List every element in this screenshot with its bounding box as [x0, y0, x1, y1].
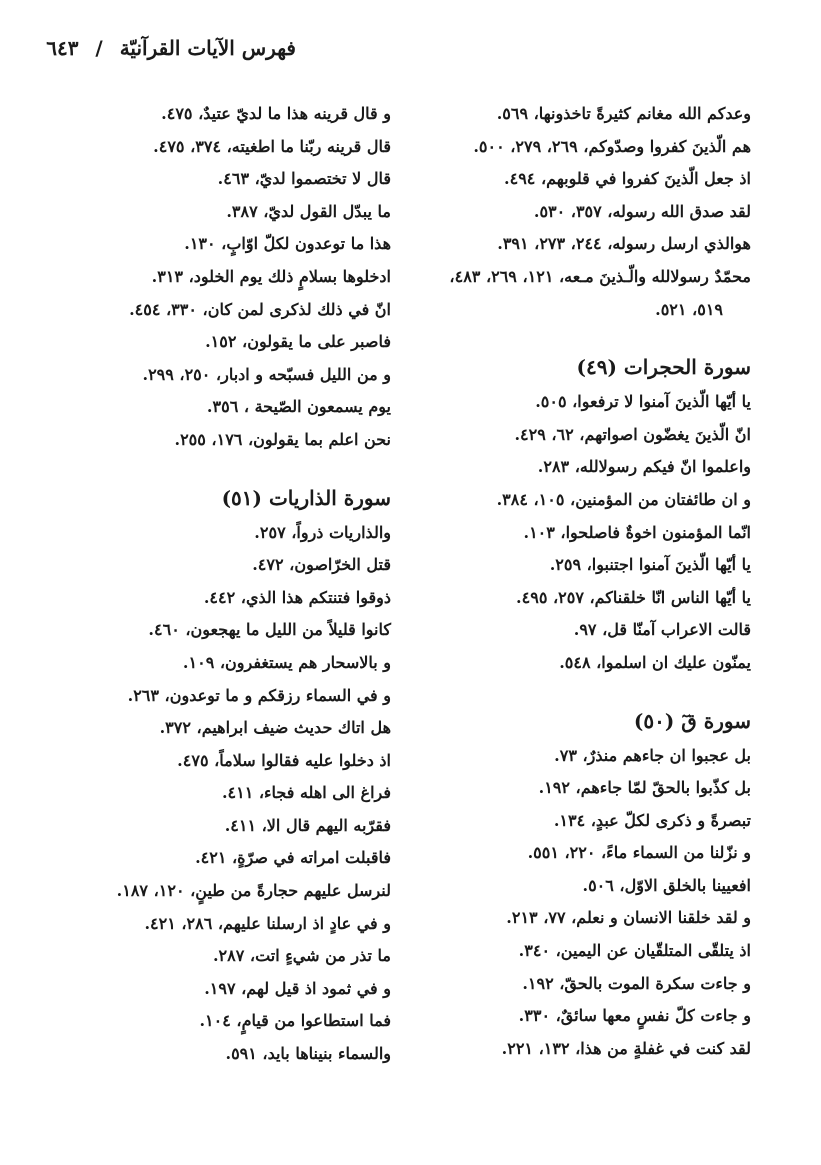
- verse-entry: و في ثمود اذ قيل لهم، ١٩٧.: [204, 978, 391, 998]
- verse-entry: هوالذي ارسل رسوله، ٢٤٤، ٢٧٣، ٣٩١.: [497, 234, 751, 254]
- verse-entry: بل كذّبوا بالحقّ لمّا جاءهم، ١٩٢.: [538, 778, 751, 798]
- verse-entry: واعلموا انّ فيكم رسولالله، ٢٨٣.: [537, 457, 751, 477]
- verse-entry: اذ دخلوا عليه فقالوا سلاماً، ٤٧٥.: [177, 750, 391, 770]
- verse-entry: ما تذر من شيءٍ اتت، ٢٨٧.: [212, 946, 391, 966]
- verse-entry: و جاءت كلّ نفسٍ معها سائقٌ، ٣٣٠.: [518, 1006, 751, 1026]
- verse-entry: و لقد خلقنا الانسان و نعلم، ٧٧، ٢١٣.: [506, 908, 751, 928]
- verse-entry: لقد صدق الله رسوله، ٣٥٧، ٥٣٠.: [533, 201, 751, 221]
- verse-entry: بل عجبوا ان جاءهم منذرٌ، ٧٣.: [554, 745, 751, 765]
- verse-entry: و قال قرينه هذا ما لديّ عتيدٌ، ٤٧٥.: [161, 104, 391, 123]
- verse-entry: و جاءت سكرة الموت بالحقّ، ١٩٢.: [522, 973, 751, 993]
- verse-entry: كانوا قليلاً من الليل ما يهجعون، ٤٦٠.: [148, 620, 391, 640]
- verse-entry: قتل الخرّاصون، ٤٧٢.: [252, 555, 391, 575]
- verse-entry: انّ في ذلك لذكرى لمن كان، ٣٣٠، ٤٥٤.: [129, 299, 391, 319]
- verse-entry: و في السماء رزقكم و ما توعدون، ٢٦٣.: [127, 685, 391, 705]
- page-number: ٦٤٣: [46, 36, 79, 60]
- verse-entry: و من الليل فسبّحه و ادبار، ٢٥٠، ٢٩٩.: [142, 364, 391, 384]
- verse-entry: و بالاسحار هم يستغفرون، ١٠٩.: [182, 652, 391, 672]
- verse-entry: وعدكم الله مغانم كثيرةً تاخذونها، ٥٦٩.: [496, 104, 751, 123]
- verse-entry: و ان طائفتان من المؤمنين، ١٠٥، ٣٨٤.: [496, 489, 751, 509]
- verse-entry: فاصبر على ما يقولون، ١٥٢.: [205, 332, 391, 352]
- verse-entry: ما يبدّل القول لديّ، ٣٨٧.: [226, 201, 391, 221]
- verse-entry-continuation: ٥١٩، ٥٢١.: [655, 299, 723, 319]
- verse-entry: اذ يتلقّى المتلقّيان عن اليمين، ٣٤٠.: [518, 941, 751, 961]
- header-separator: /: [95, 36, 103, 60]
- verse-entry: انّما المؤمنون اخوةٌ فاصلحوا، ١٠٣.: [523, 522, 751, 542]
- right-column: [421, 98, 751, 1065]
- header-title: فهرس الآيات القرآنيّة: [119, 36, 296, 60]
- verse-entry: يمنّون عليك ان اسلموا، ٥٤٨.: [559, 652, 751, 672]
- verse-entry: فراغ الى اهله فجاء، ٤١١.: [221, 783, 391, 803]
- verse-entry: فاقبلت امراته في صرّةٍ، ٤٢١.: [195, 848, 391, 868]
- verse-entry: قال لا تختصموا لديّ، ٤٦٣.: [217, 169, 391, 189]
- verse-entry: و في عادٍ اذ ارسلنا عليهم، ٢٨٦، ٤٢١.: [144, 913, 391, 933]
- verse-entry: لنرسل عليهم حجارةً من طينٍ، ١٢٠، ١٨٧.: [116, 881, 391, 901]
- verse-entry: و نزّلنا من السماء ماءً، ٢٢٠، ٥٥١.: [527, 843, 751, 863]
- verse-entry: انّ الّذينَ يغضّون اصواتهم، ٦٢، ٤٢٩.: [514, 424, 751, 444]
- verse-entry: يا أيّها الناس انّا خلقناكم، ٢٥٧، ٤٩٥.: [516, 587, 751, 607]
- verse-entry: تبصرةً و ذكرى لكلّ عبدٍ، ١٣٤.: [553, 810, 751, 830]
- surah-heading: سورة الذاريات (٥١): [221, 485, 391, 510]
- verse-entry: يوم يسمعون الصّيحة ، ٣٥٦.: [206, 397, 391, 417]
- verse-entry: والذاريات ذرواً، ٢٥٧.: [254, 522, 391, 542]
- verse-entry: يا أيّها الّذينَ آمنوا اجتنبوا، ٢٥٩.: [549, 555, 751, 575]
- verse-entry: يا أيّها الّذينَ آمنوا لا ترفعوا، ٥٠٥.: [535, 392, 751, 412]
- verse-entry: لقد كنت في غفلةٍ من هذا، ١٣٢، ٢٢١.: [501, 1038, 751, 1058]
- surah-heading: سورة قٓ (٥٠): [633, 708, 751, 733]
- verse-entry: هم الّذينَ كفروا وصدّوكم، ٢٦٩، ٢٧٩، ٥٠٠.: [473, 136, 751, 156]
- verse-entry: قالت الاعراب آمنّا قل، ٩٧.: [573, 620, 751, 640]
- verse-entry: محمّدٌ رسولالله والّـذينَ مـعه، ١٢١، ٢٦٩، ٤٨٣،: [449, 266, 751, 286]
- verse-entry: ذوقوا فتنتكم هذا الذي، ٤٤٢.: [203, 587, 391, 607]
- verse-entry: قال قرينه ربّنا ما اطغيته، ٣٧٤، ٤٧٥.: [153, 136, 391, 156]
- verse-entry: ادخلوها بسلامٍ ذلك يوم الخلود، ٣١٣.: [151, 266, 391, 286]
- verse-entry: افعيينا بالخلق الاوّل، ٥٠٦.: [582, 875, 751, 895]
- running-header: [46, 36, 296, 60]
- verse-entry: هل اتاك حديث ضيف ابراهيم، ٣٧٢.: [159, 718, 391, 738]
- verse-entry: اذ جعل الّذينَ كفروا في قلوبهم، ٤٩٤.: [504, 169, 751, 189]
- left-column: [61, 98, 391, 1071]
- verse-entry: هذا ما توعدون لكلّ اوّابٍ، ١٣٠.: [184, 234, 391, 254]
- verse-entry: فما استطاعوا من قيامٍ، ١٠٤.: [199, 1011, 391, 1031]
- verse-entry: فقرّبه اليهم قال الا، ٤١١.: [224, 815, 391, 835]
- surah-heading: سورة الحجرات (٤٩): [576, 355, 751, 380]
- verse-entry: والسماء بنيناها بايد، ٥٩١.: [225, 1044, 391, 1064]
- verse-entry: نحن اعلم بما يقولون، ١٧٦، ٢٥٥.: [174, 429, 391, 449]
